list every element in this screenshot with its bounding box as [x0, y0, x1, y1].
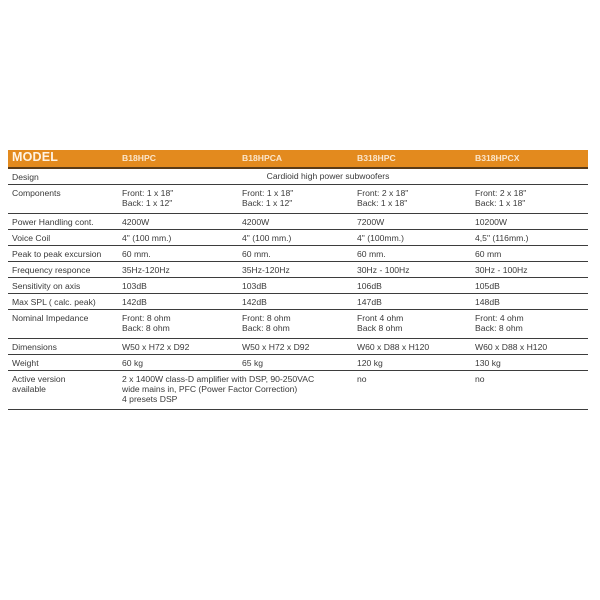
row-label: Voice Coil: [12, 233, 51, 243]
cell-value: Front: 1 x 18" Back: 1 x 12": [242, 188, 294, 208]
cell-value: W50 x H72 x D92: [122, 342, 190, 352]
cell-value: 4200W: [122, 217, 150, 227]
cell-value: 30Hz - 100Hz: [357, 265, 410, 275]
cell-value: Front: 2 x 18" Back: 1 x 18": [475, 188, 527, 208]
spec-table: [8, 150, 588, 410]
cell-value: 35Hz-120Hz: [242, 265, 290, 275]
cell-value: 60 kg: [122, 358, 144, 368]
cell-value: 30Hz - 100Hz: [475, 265, 528, 275]
row-label: Active version available: [12, 374, 66, 394]
table-row: [8, 339, 588, 355]
cell-value: Front: 2 x 18" Back: 1 x 18": [357, 188, 409, 208]
row-label: Weight: [12, 358, 39, 368]
row-label: Peak to peak excursion: [12, 249, 102, 259]
table-header-row: [8, 150, 588, 169]
cell-value: Front 4 ohm Back 8 ohm: [357, 313, 404, 333]
cell-value: 60 mm.: [122, 249, 151, 259]
cell-value: 120 kg: [357, 358, 383, 368]
cell-value: 103dB: [242, 281, 267, 291]
cell-value: 4200W: [242, 217, 270, 227]
cell-value: W60 x D88 x H120: [357, 342, 430, 352]
table-row: [8, 355, 588, 371]
cell-value: 103dB: [122, 281, 147, 291]
cell-value: 7200W: [357, 217, 385, 227]
row-label: Dimensions: [12, 342, 57, 352]
cell-value: 60 mm: [475, 249, 502, 259]
cell-value: 4" (100 mm.): [242, 233, 292, 243]
table-row: [8, 230, 588, 246]
row-label: Frequency responce: [12, 265, 91, 275]
cell-value: Front: 1 x 18" Back: 1 x 12": [122, 188, 174, 208]
row-label: Nominal Impedance: [12, 313, 89, 323]
cell-value: Front: 8 ohm Back: 8 ohm: [122, 313, 171, 333]
cell-value: 147dB: [357, 297, 382, 307]
cell-value: 105dB: [475, 281, 500, 291]
table-row: [8, 310, 588, 339]
row-label: Sensitivity on axis: [12, 281, 81, 291]
cell-value: 35Hz-120Hz: [122, 265, 170, 275]
cell-value: 10200W: [475, 217, 508, 227]
header-model-b318hpc: B318HPC: [357, 153, 396, 163]
table-row: [8, 278, 588, 294]
design-value: Cardioid high power subwoofers: [266, 171, 390, 181]
table-row: [8, 246, 588, 262]
cell-value: 60 mm.: [357, 249, 386, 259]
row-label: Power Handling cont.: [12, 217, 94, 227]
cell-value: 130 kg: [475, 358, 501, 368]
table-row-design: [8, 169, 588, 185]
cell-value: 142dB: [122, 297, 147, 307]
table-row: [8, 185, 588, 214]
table-row: [8, 214, 588, 230]
cell-value: Front: 8 ohm Back: 8 ohm: [242, 313, 291, 333]
table-row: [8, 262, 588, 278]
active-b18-value: 2 x 1400W class-D amplifier with DSP, 90-250VAC wide mains in, PFC (Power Factor Correction) 4 presets DSP: [122, 374, 315, 404]
header-model-b18hpca: B18HPCA: [242, 153, 283, 163]
header-model-label: MODEL: [12, 150, 59, 164]
cell-value: 4" (100mm.): [357, 233, 404, 243]
cell-value: 106dB: [357, 281, 382, 291]
cell-value: 4" (100 mm.): [122, 233, 172, 243]
row-label: Components: [12, 188, 61, 198]
header-model-b318hpcx: B318HPCX: [475, 153, 520, 163]
table-row: [8, 294, 588, 310]
table-row-active-version: [8, 371, 588, 410]
cell-value: 4,5" (116mm.): [475, 233, 529, 243]
header-model-b18hpc: B18HPC: [122, 153, 156, 163]
active-b318hpc-value: no: [357, 374, 367, 384]
cell-value: 60 mm.: [242, 249, 271, 259]
cell-value: 142dB: [242, 297, 267, 307]
cell-value: W60 x D88 x H120: [475, 342, 548, 352]
cell-value: W50 x H72 x D92: [242, 342, 310, 352]
row-label: Design: [12, 172, 39, 182]
row-label: Max SPL ( calc. peak): [12, 297, 96, 307]
cell-value: 65 kg: [242, 358, 264, 368]
cell-value: Front: 4 ohm Back: 8 ohm: [475, 313, 524, 333]
active-b318hpcx-value: no: [475, 374, 485, 384]
cell-value: 148dB: [475, 297, 500, 307]
